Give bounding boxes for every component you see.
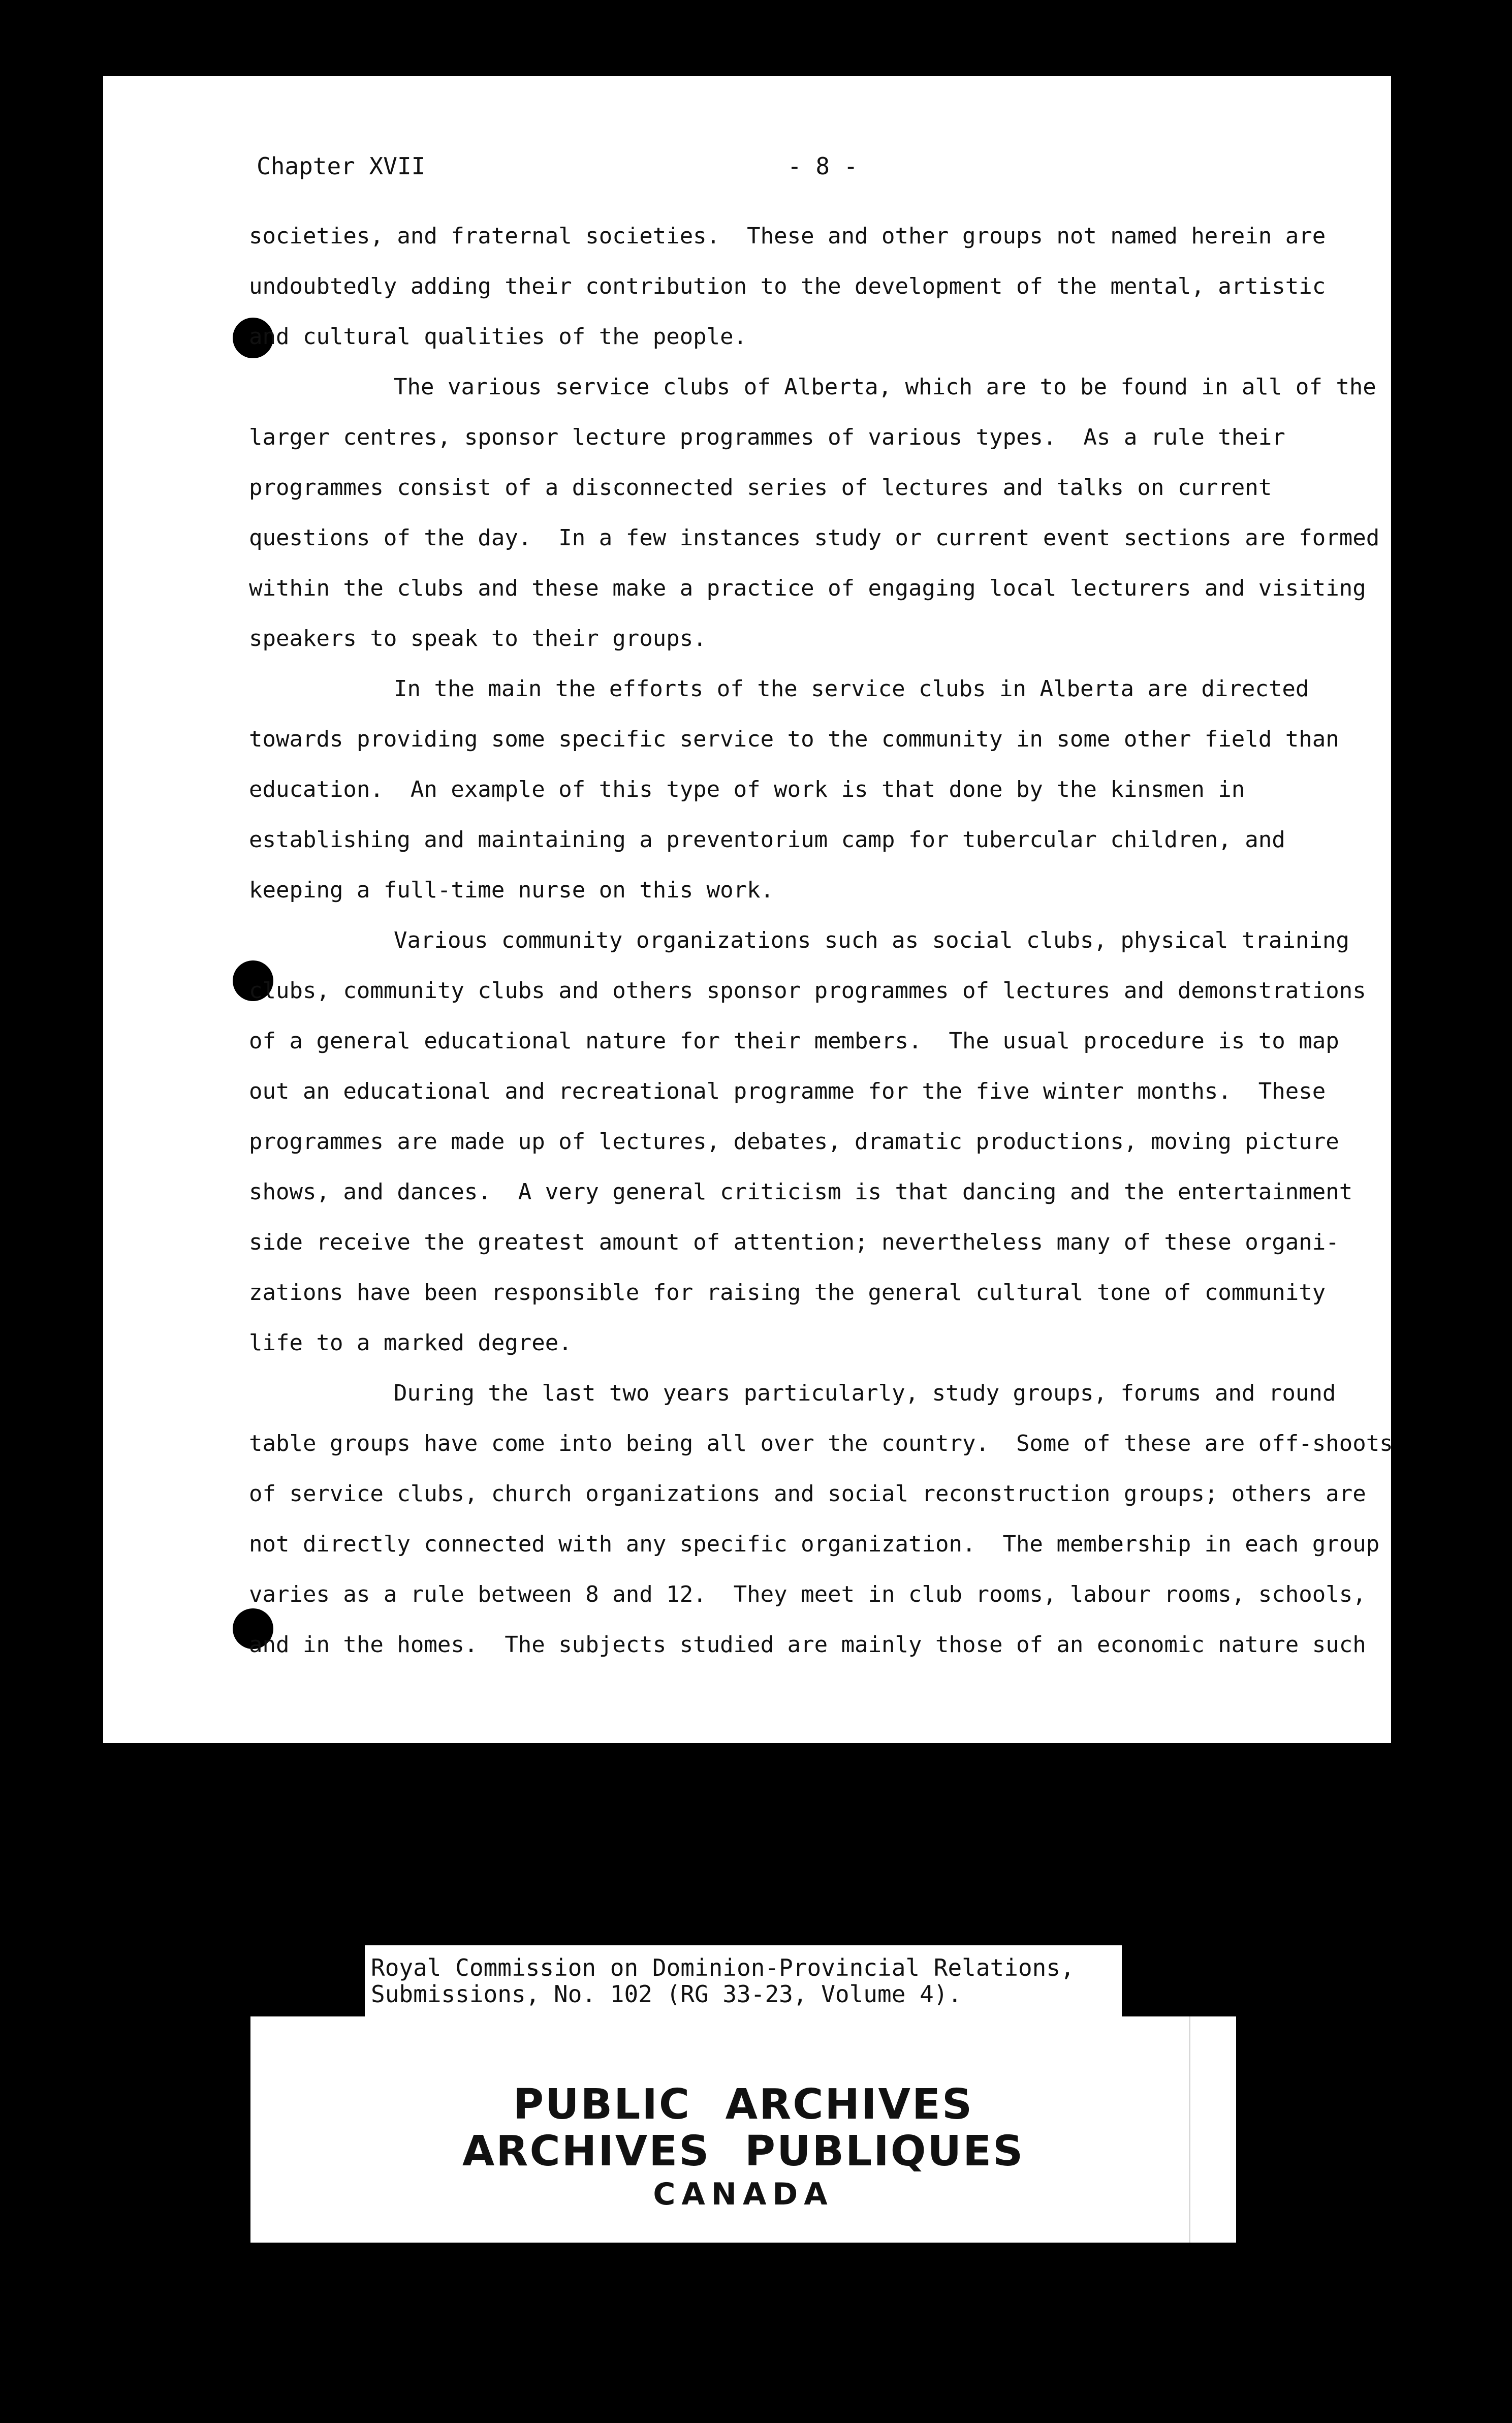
text-line: side receive the greatest amount of attention; nevertheless many of these organi- — [249, 1229, 1339, 1255]
reference-line: Submissions, No. 102 (RG 33-23, Volume 4). — [371, 1980, 962, 2008]
text-line: towards providing some specific service to the community in some other field than — [249, 726, 1339, 752]
paragraph-start-line: The various service clubs of Alberta, which are to be found in all of the — [394, 374, 1376, 400]
text-line: not directly connected with any specific organization. The membership in each group — [249, 1531, 1380, 1557]
text-line: table groups have come into being all over the country. Some of these are off-shoots — [249, 1431, 1393, 1456]
text-line: varies as a rule between 8 and 12. They meet in club rooms, labour rooms, schools, — [249, 1581, 1366, 1607]
paragraph-start-line: Various community organizations such as social clubs, physical training — [394, 927, 1349, 953]
archive-line-english: PUBLIC ARCHIVES — [513, 2080, 974, 2129]
page-number: - 8 - — [788, 152, 858, 180]
chapter-heading: Chapter XVII — [257, 152, 426, 180]
text-line: zations have been responsible for raising the general cultural tone of community — [249, 1280, 1326, 1306]
text-line: out an educational and recreational programme for the five winter months. These — [249, 1078, 1326, 1104]
body-text — [249, 211, 1393, 1670]
text-line: programmes consist of a disconnected series of lectures and talks on current — [249, 475, 1272, 501]
archive-card — [250, 2016, 1236, 2243]
text-line: larger centres, sponsor lecture programmes of various types. As a rule their — [249, 424, 1285, 450]
text-line: and in the homes. The subjects studied are mainly those of an economic nature such — [249, 1632, 1366, 1658]
text-line: undoubtedly adding their contribution to the development of the mental, artistic — [249, 273, 1326, 299]
text-line: life to a marked degree. — [249, 1330, 572, 1356]
text-line: education. An example of this type of work is that done by the kinsmen in — [249, 776, 1245, 802]
reference-line: Royal Commission on Dominion-Provincial Relations, — [371, 1954, 1075, 1981]
text-line: questions of the day. In a few instances study or current event sections are formed — [249, 525, 1380, 551]
reference-label — [365, 1945, 1122, 2016]
text-line: speakers to speak to their groups. — [249, 626, 707, 651]
paragraph-start-line: During the last two years particularly, study groups, forums and round — [394, 1380, 1336, 1406]
archive-line-french: ARCHIVES PUBLIQUES — [462, 2127, 1025, 2176]
text-line: within the clubs and these make a practice of engaging local lecturers and visiting — [249, 575, 1366, 601]
text-line: and cultural qualities of the people. — [249, 324, 747, 350]
text-line: societies, and fraternal societies. These and other groups not named herein are — [249, 223, 1326, 249]
text-line: programmes are made up of lectures, debates, dramatic productions, moving picture — [249, 1129, 1339, 1155]
text-line: shows, and dances. A very general criticism is that dancing and the entertainment — [249, 1179, 1353, 1205]
page-header — [257, 152, 1324, 188]
text-line: clubs, community clubs and others sponsor programmes of lectures and demonstrations — [249, 978, 1366, 1004]
archive-stamp — [250, 2082, 1236, 2214]
text-line: keeping a full-time nurse on this work. — [249, 877, 774, 903]
archive-line-country: CANADA — [653, 2177, 834, 2212]
paragraph-start-line: In the main the efforts of the service clubs in Alberta are directed — [394, 676, 1309, 702]
text-line: of service clubs, church organizations and social reconstruction groups; others are — [249, 1481, 1366, 1507]
text-line: establishing and maintaining a preventorium camp for tubercular children, and — [249, 827, 1285, 853]
text-line: of a general educational nature for their members. The usual procedure is to map — [249, 1028, 1339, 1054]
